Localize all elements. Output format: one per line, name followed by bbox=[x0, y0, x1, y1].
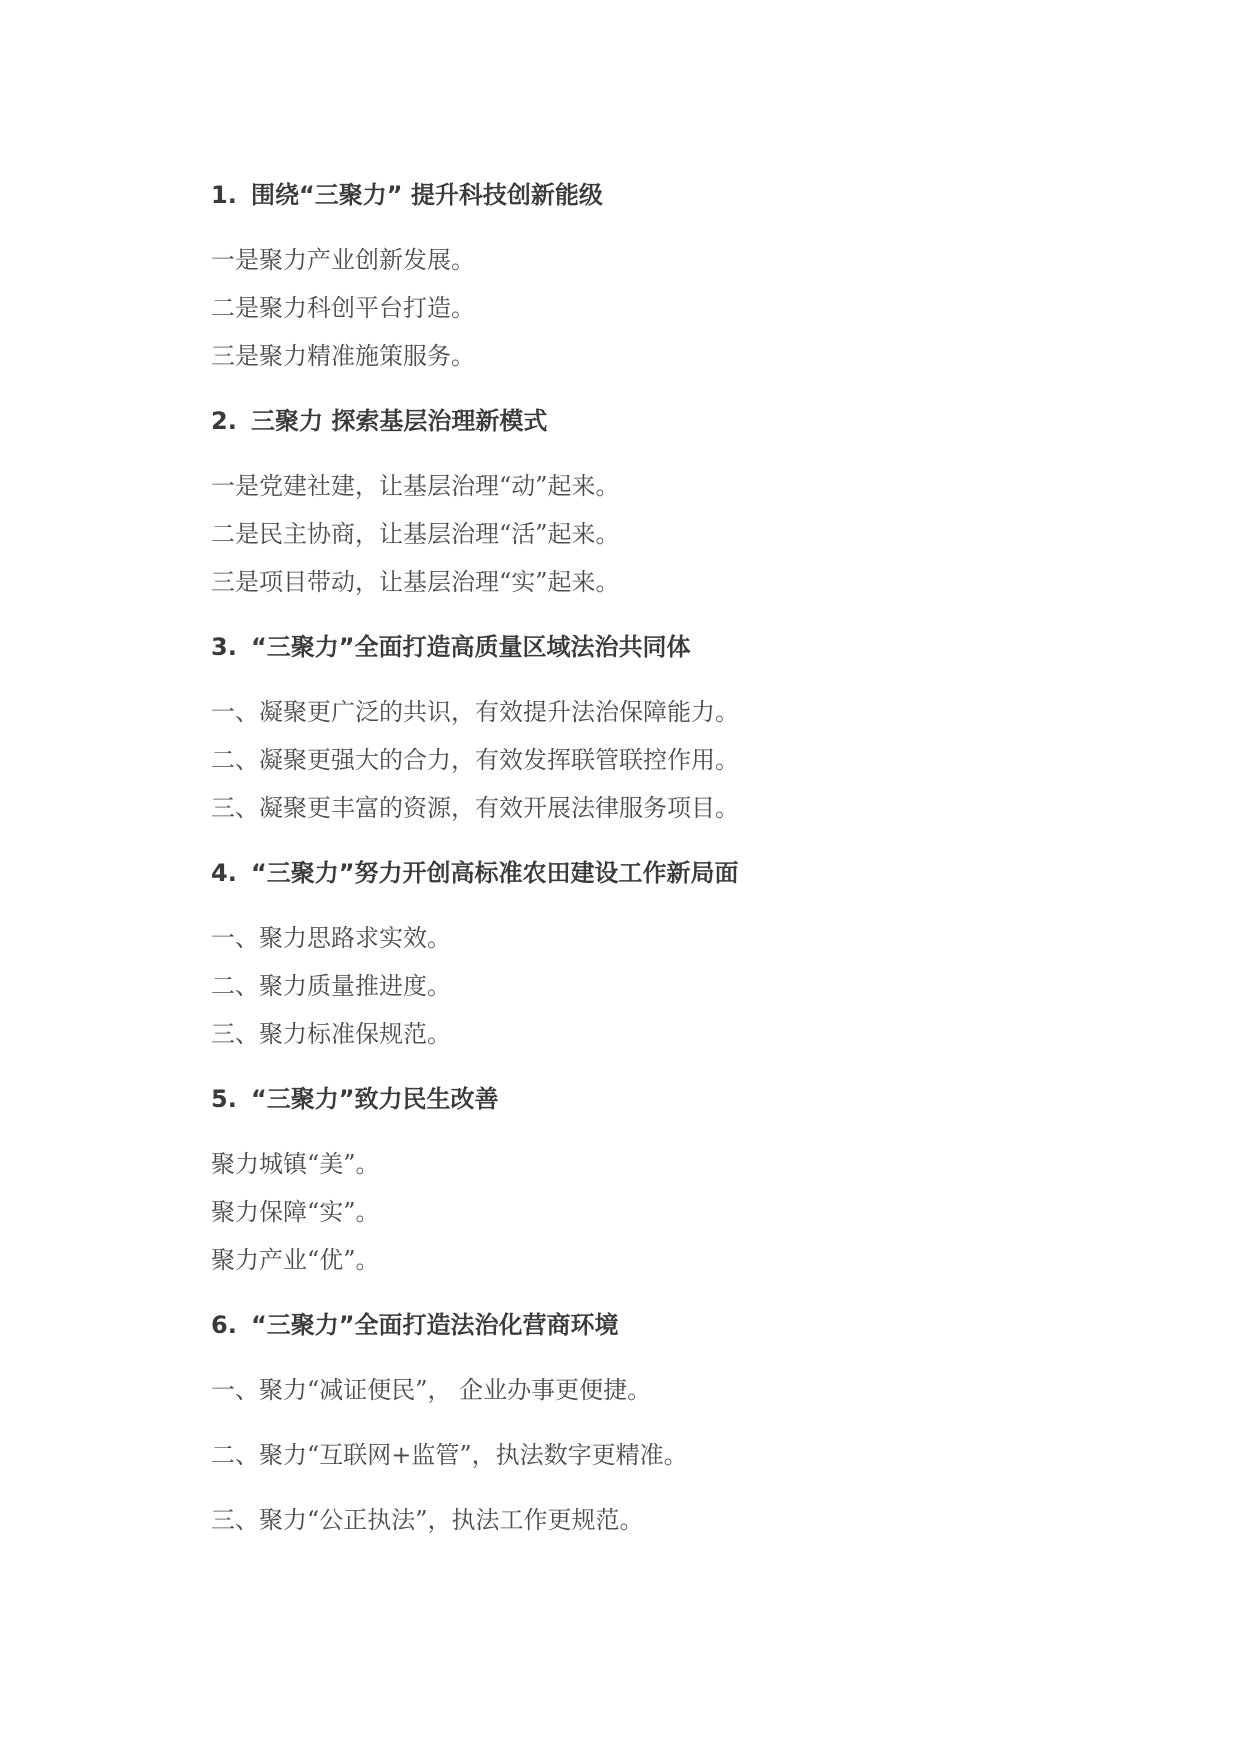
section-title: “三聚力”努力开创高标准农田建设工作新局面 bbox=[251, 859, 739, 887]
list-item: 三是聚力精准施策服务。 bbox=[211, 342, 475, 370]
list-item: 一、凝聚更广泛的共识，有效提升法治保障能力。 bbox=[211, 698, 739, 726]
section-number: 6. bbox=[211, 1311, 237, 1339]
section-heading-6 bbox=[211, 1309, 619, 1341]
section-heading-4 bbox=[211, 857, 739, 889]
list-item: 三、聚力“公正执法”，执法工作更规范。 bbox=[211, 1506, 644, 1534]
list-item: 二、聚力“互联网+监管”，执法数字更精准。 bbox=[211, 1441, 688, 1469]
list-item: 三是项目带动，让基层治理“实”起来。 bbox=[211, 568, 620, 596]
list-item: 聚力城镇“美”。 bbox=[211, 1150, 380, 1178]
section-title: 三聚力 探索基层治理新模式 bbox=[251, 407, 548, 435]
list-item: 二是聚力科创平台打造。 bbox=[211, 294, 475, 322]
section-number: 4. bbox=[211, 859, 237, 887]
list-item: 聚力保障“实”。 bbox=[211, 1198, 380, 1226]
section-heading-3 bbox=[211, 631, 691, 663]
section-title: “三聚力”致力民生改善 bbox=[251, 1085, 499, 1113]
list-item: 三、凝聚更丰富的资源，有效开展法律服务项目。 bbox=[211, 794, 739, 822]
list-item: 二、聚力质量推进度。 bbox=[211, 972, 451, 1000]
section-heading-5 bbox=[211, 1083, 499, 1115]
section-number: 3. bbox=[211, 633, 237, 661]
section-title: 围绕“三聚力” 提升科技创新能级 bbox=[251, 181, 603, 209]
section-number: 1. bbox=[211, 181, 237, 209]
section-title: “三聚力”全面打造法治化营商环境 bbox=[251, 1311, 619, 1339]
list-item: 一、聚力“减证便民”， 企业办事更便捷。 bbox=[211, 1376, 652, 1404]
list-item: 二是民主协商，让基层治理“活”起来。 bbox=[211, 520, 620, 548]
list-item: 一是党建社建，让基层治理“动”起来。 bbox=[211, 472, 620, 500]
section-heading-1 bbox=[211, 179, 603, 211]
section-title: “三聚力”全面打造高质量区域法治共同体 bbox=[251, 633, 691, 661]
section-number: 5. bbox=[211, 1085, 237, 1113]
list-item: 聚力产业“优”。 bbox=[211, 1246, 380, 1274]
list-item: 一是聚力产业创新发展。 bbox=[211, 246, 475, 274]
list-item: 一、聚力思路求实效。 bbox=[211, 924, 451, 952]
section-heading-2 bbox=[211, 405, 547, 437]
list-item: 三、聚力标准保规范。 bbox=[211, 1020, 451, 1048]
list-item: 二、凝聚更强大的合力，有效发挥联管联控作用。 bbox=[211, 746, 739, 774]
section-number: 2. bbox=[211, 407, 237, 435]
